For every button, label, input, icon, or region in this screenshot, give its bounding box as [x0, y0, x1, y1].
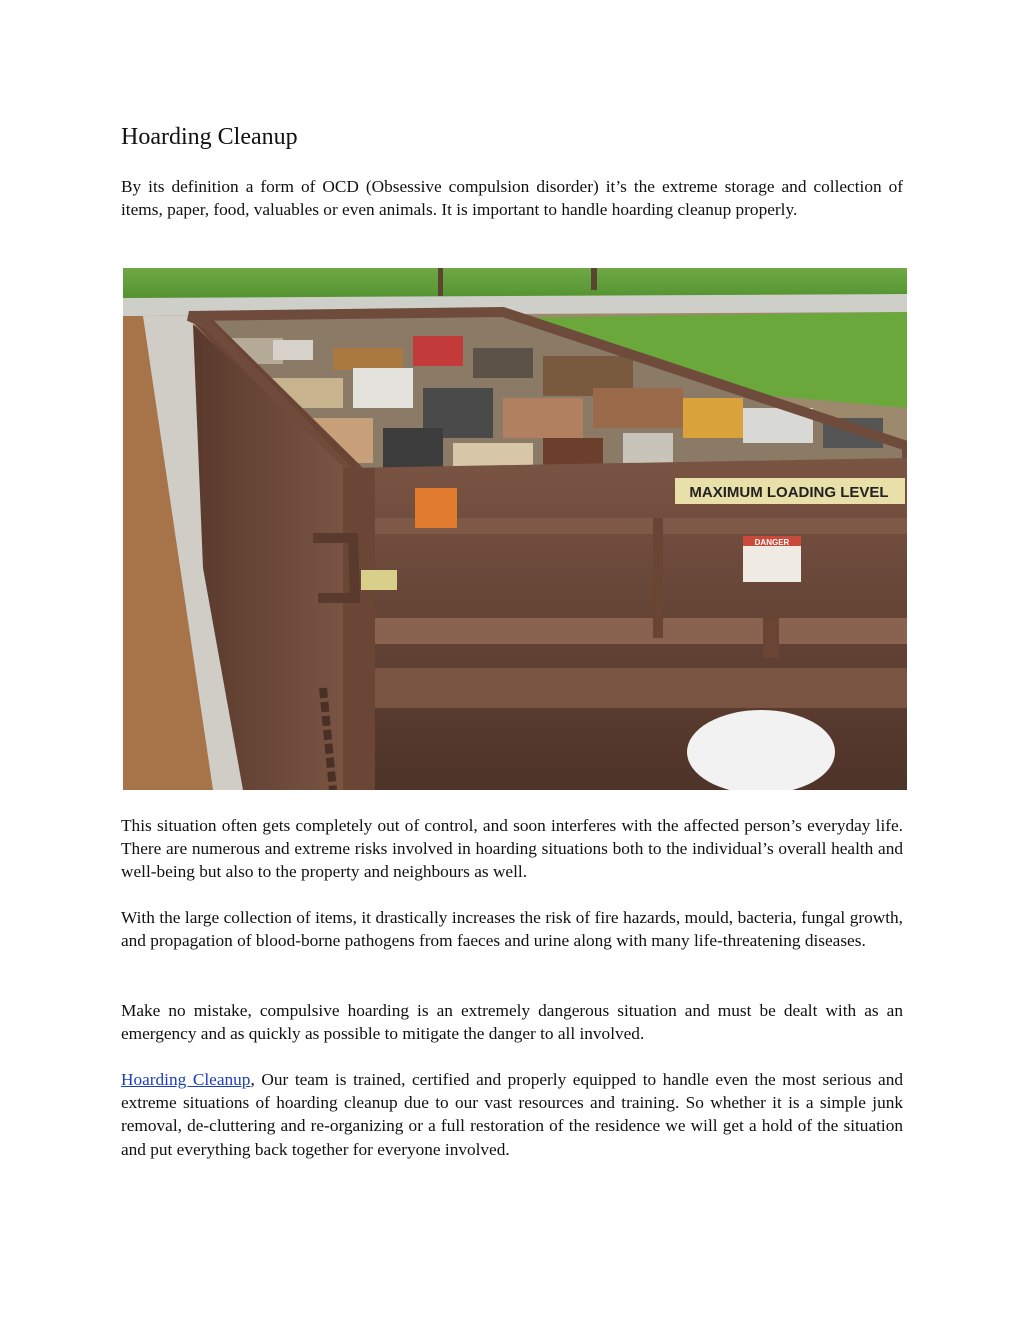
- paragraph-5-text: , Our team is trained, certified and properly equipped to handle even the most serious and extreme situations of hoarding cleanup due to our vast resources and training. So whether it is a simple junk removal, de-cluttering and re-organizing or a full restoration of the residence we will get a hold of the situation and put everything back together for everyone involved.: [121, 1070, 903, 1159]
- body-paragraph-4: Make no mistake, compulsive hoarding is an extremely dangerous situation and must be dealt with as an emergency and as quickly as possible to mitigate the danger to all involved.: [121, 1001, 903, 1044]
- svg-text:MAXIMUM LOADING LEVEL: MAXIMUM LOADING LEVEL: [689, 484, 889, 501]
- body-paragraph-3: With the large collection of items, it drastically increases the risk of fire hazards, mould, bacteria, fungal growth, and propagation of blood-borne pathogens from faeces and urine along with many life-threatening diseases.: [121, 908, 903, 951]
- hoarding-cleanup-link[interactable]: Hoarding Cleanup: [121, 1070, 251, 1089]
- maximum-loading-level-sign: [675, 478, 905, 504]
- dumpster-photo: [123, 268, 907, 790]
- svg-text:DANGER: DANGER: [754, 538, 790, 547]
- body-paragraph-5: [121, 1068, 903, 1161]
- body-paragraph-2: This situation often gets completely out of control, and soon interferes with the affected person’s everyday life. There are numerous and extreme risks involved in hoarding situations both to the individual’s overall health and well-being but also to the property and neighbours as well.: [121, 816, 903, 882]
- intro-paragraph: By its definition a form of OCD (Obsessive compulsion disorder) it’s the extreme storage and collection of items, paper, food, valuables or even animals. It is important to handle hoarding cleanup properly.: [121, 177, 903, 220]
- danger-label: [743, 536, 801, 582]
- page-title: Hoarding Cleanup: [121, 124, 298, 150]
